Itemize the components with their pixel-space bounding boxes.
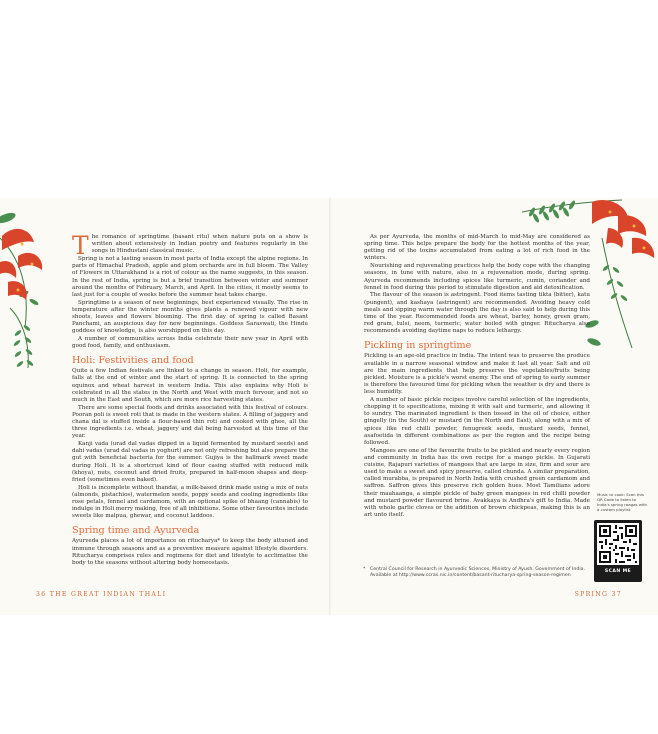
ayurveda-paragraph: As per Ayurveda, the months of mid-March to mid-May are considered as spring time. This helps prepare the body for the hottest months of the year, getting rid of the toxins accumulated from eating a lot of rich food in the winters. [364, 234, 590, 262]
spring-paragraph: Ayurveda places a lot of importance on ritucharya* to keep the body attuned and immune through seasons and as a preventive measure against lifestyle disorders. Ritucharya comprises rules and regimens for diet and lifestyle to acclimatise the body to the seasons without altering body homeostasis. [72, 538, 308, 566]
qr-caption: Music to cook: Scan this QR Code to listen to India's spring raagas with a custom playlist. [597, 492, 647, 512]
intro-paragraph: The romance of springtime (basant ritu) when nature puts on a show is written about extensively in Indian poetry and features regularly in the songs in Hindustani classical music. [72, 231, 308, 260]
qr-code-icon [597, 523, 639, 565]
holi-paragraph: There are some special foods and drinks associated with this festival of colours. Pooran poli is sweet roti that is made in the western states. A filling of jaggery and chana dal is stuffed inside a flour-based thin roti and cooked with ghee, all the three ingredients i.e. wheat, jaggery and dal being harvested at this time of the year. [72, 404, 308, 440]
scan-me-label[interactable]: SCAN ME [604, 569, 632, 574]
footnote-marker: * [363, 567, 366, 572]
footnote-text: Central Council for Research in Ayurvedic Sciences, Ministry of Ayush, Government of India. Available at http://www.ccras.nic.in/content/basant-ritucharya-spring-season-regimen [370, 567, 586, 579]
section-heading-spring-ayurveda: Spring time and Ayurveda [72, 525, 200, 537]
holi-paragraph: Holi is incomplete without thandai, a milk-based drink made using a mix of nuts (almonds, pistachios), watermelon seeds, poppy seeds and cooling ingredients like rose petals, fennel and cardamom, with an optional spike of bhaang (cannabis) to indulge in Holi merry making, free of all inhibitions. Some other favourites include sweets like malpua, ghewar, and coconut laddoos. [72, 484, 308, 520]
right-page-text [364, 234, 590, 520]
pickling-paragraph: Pickling is an age-old practice in India. The intent was to preserve the produce available in a narrow seasonal window and make it last all year. Salt and oil are the main ingredients that help preserve the vegetables/fruits being pickled. Moisture is a pickle's worst enemy. The end of spring to early summer is therefore the favoured time for pickling when the weather is dry and there is less humidity. [364, 353, 590, 396]
intro-paragraph: Spring is not a lasting season in most parts of India except the alpine regions. In parts of Himachal Pradesh, apple and plum orchards are in full bloom. The Valley of Flowers in Uttarakhand is a riot of colour as the name suggests, in this season. In the rest of India, spring is but a brief transition between winter and summer around the months of February, March, and April. In the cities, it mostly seems to last just for a couple of weeks before the summer heat takes charge. [72, 256, 308, 298]
qr-code[interactable] [597, 523, 639, 565]
flower-illustration-left [0, 198, 72, 388]
ayurveda-paragraph: The flavour of the season is astringent. Food items tasting tikta (bitter), katu (pungent), and kashaya (astringent) are recommended. Avoiding heavy cold meals and sipping warm water through the day is also said to help during this time of the year. Recommended foods are wheat, barley, honey, green gram, red gram, tulsi, neem, turmeric, water boiled with ginger. Ritucharya also recommends avoiding daytime naps to reduce lethargy. [364, 292, 590, 335]
pickling-paragraph: Mangoes are one of the favourite fruits to be pickled and nearly every region and community in India has its own recipe for a mango pickle. In Gujarati cuisine, Rajapuri varieties of mangoes that are large in size, firm and sour are used to make a sweet and spicy preserve, called chunda. A similar preparation, called murabba, is prepared in North India with crushed green cardamom and saffron. Saffron gives this preserve rich golden hues. Most Tamilians adore their maahaanga, a simple pickle of baby green mangoes in red chilli powder and mustard powder flavoured brine. Avakkaya is Andhra's gift to India. Made with whole garlic cloves or the addition of brown chickpeas, making this is an art unto itself. [364, 447, 590, 518]
section-heading-holi: Holi: Festivities and food [72, 355, 194, 367]
section-heading-pickling: Pickling in springtime [364, 340, 472, 352]
book-spread [0, 198, 658, 615]
left-page-footer: 36 THE GREAT INDIAN THALI [36, 591, 167, 598]
left-page-text [72, 231, 309, 568]
right-page-footer: SPRING 37 [574, 591, 622, 598]
footnote [363, 567, 592, 579]
gutter [329, 198, 331, 615]
holi-paragraph: Kanji vada (urad dal vadas dipped in a liquid fermented by mustard seeds) and dahi vadas (urad dal vadas in yoghurt) are not only refreshing but also prepare the gut with beneficial bacteria for the summer. Gujiya is the hallmark sweet made during Holi. It is a shortcrust kind of flour casing stuffed with reduced milk (khoya), nuts, coconut and dried fruits, prepared in half-moon shapes and deep-fried (sometimes even baked). [72, 441, 309, 483]
ayurveda-paragraph: Nourishing and rejuvenating practices help the body cope with the changing seasons, in tune with nature, also in a rejuvenation mode, during spring. Ayurveda recommends including spices like turmeric, cumin, coriander and fennel in food during this period to stimulate digestion and aid detoxification. [364, 263, 590, 291]
drop-cap: T [72, 231, 89, 260]
holi-paragraph: Quite a few Indian festivals are linked to a change in season. Holi, for example, falls at the end of winter and the start of spring. It is connected to the spring equinox and wheat harvest in western India. This also explains why Holi is celebrated in all the states in the North and West with much fervour, and not so much in the East and South, which are more rice harvesting states. [72, 368, 308, 403]
intro-paragraph: Springtime is a season of new beginnings, best experienced visually. The rise in temperature after the winter months gives plants a renewed vigour with new shoots, leaves and flowers blooming. The first day of spring is called Basant Panchami, an auspicious day for new beginnings. Goddess Saraswati, the Hindu goddess of knowledge, is also worshipped on this day. [72, 299, 308, 335]
qr-card[interactable] [594, 520, 642, 582]
pickling-paragraph: A number of basic pickle recipes involve careful selection of the ingredients, chopping it to specifications, mixing it with salt and turmeric, and allowing it to sundry. The marinated ingredient is then tossed in the oil of choice, either gingelly (in the South) or mustard (in the North and East), along with a mix of spices like red chilli powder, fenugreek seeds, mustard seeds, fennel, asafoetida in different combinations as per the region and the recipe being followed. [364, 396, 590, 446]
intro-paragraph: A number of communities across India celebrate their new year in April with good food, family, and enthusiasm. [72, 335, 308, 350]
